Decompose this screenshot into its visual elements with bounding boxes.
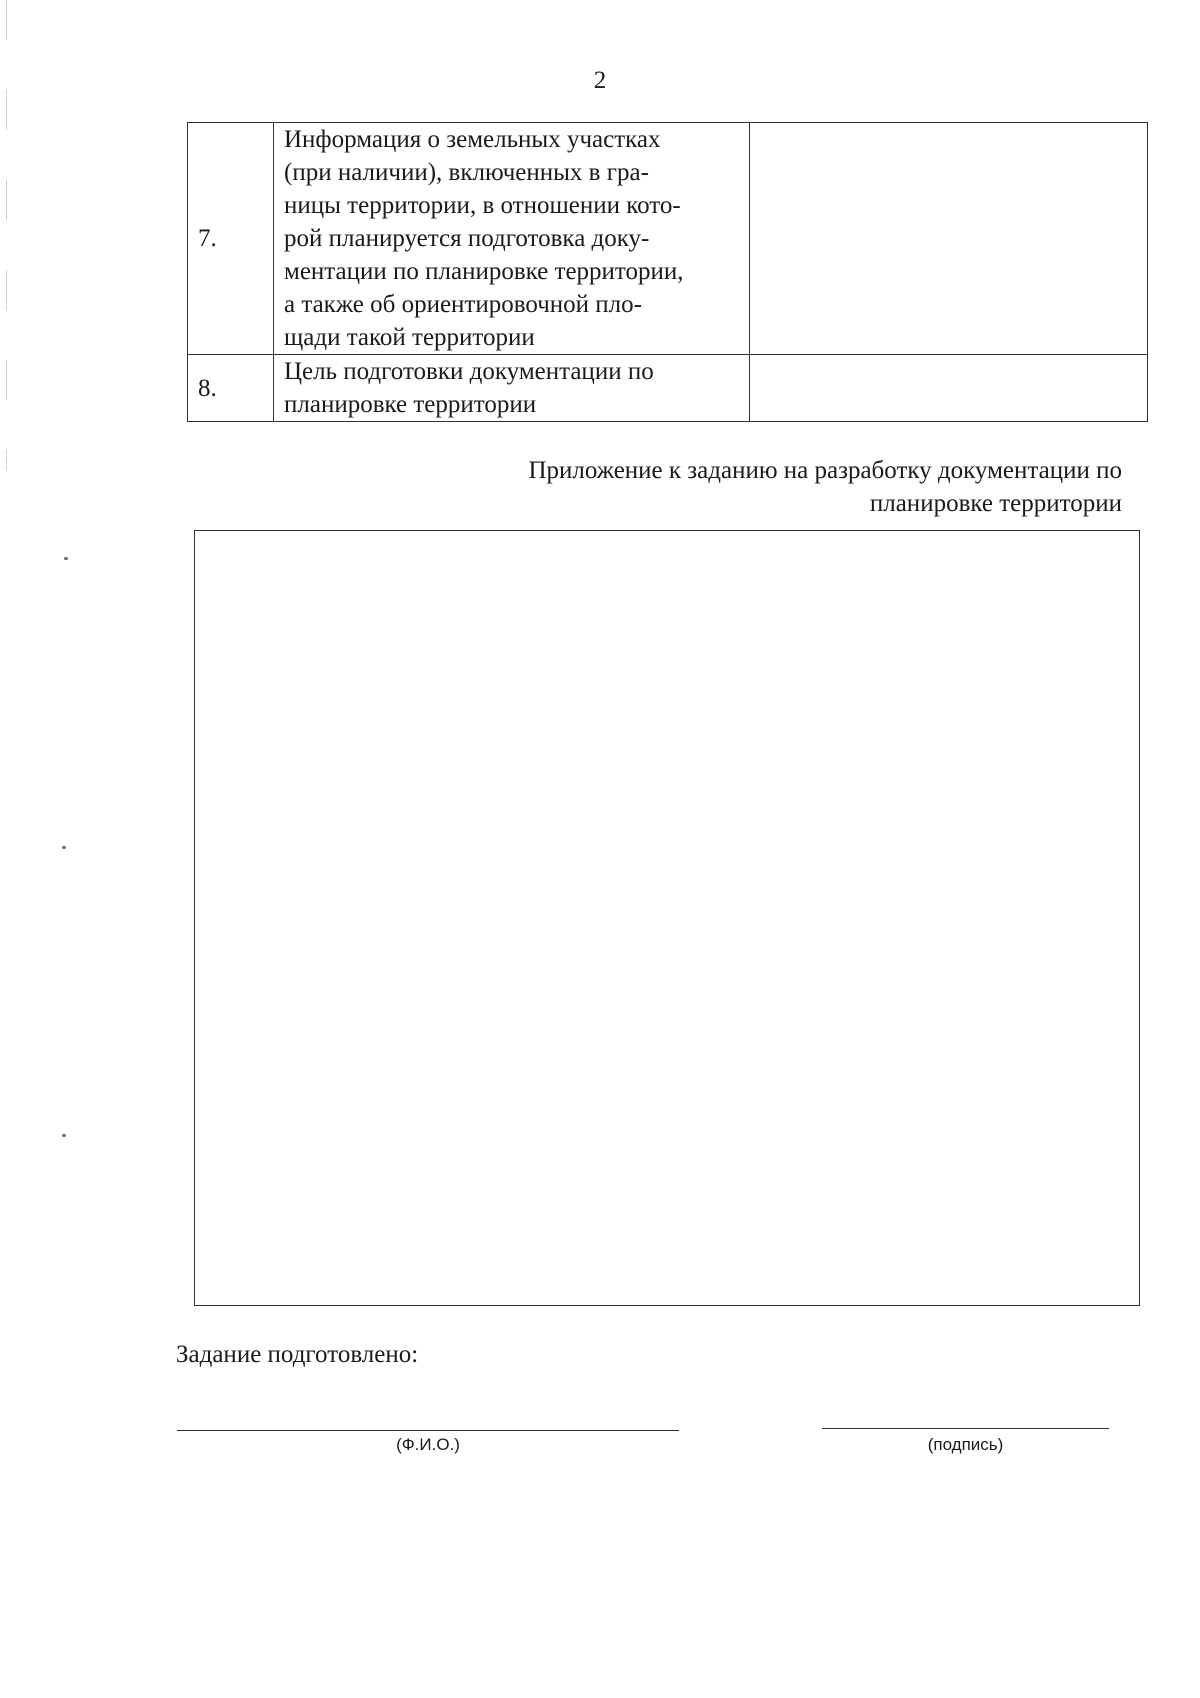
row-description: [274, 355, 750, 422]
row-description-line: щади такой территории: [284, 324, 535, 351]
row-description-line: а также об ориентировочной пло-: [284, 291, 642, 318]
row-description-line: ментации по планировке территории,: [284, 258, 684, 285]
row-value-cell: [750, 355, 1148, 422]
appendix-caption: [342, 454, 1122, 520]
prepared-by-label: Задание подготовлено:: [176, 1341, 419, 1368]
row-description-line: планировке территории: [284, 391, 537, 418]
row-description-line: ницы территории, в отношении кото-: [284, 192, 681, 219]
row-description-line: Информация о земельных участках: [284, 126, 661, 153]
appendix-caption-line: планировке территории: [869, 490, 1122, 517]
table-row: [188, 123, 1148, 355]
page-number: 2: [593, 67, 607, 94]
scan-mark: [62, 1134, 66, 1137]
row-description-line: (при наличии), включенных в гра-: [284, 159, 649, 186]
row-description-line: Цель подготовки документации по: [284, 358, 654, 385]
row-description: [274, 123, 750, 355]
requirements-table: [187, 122, 1148, 422]
scan-mark: [62, 846, 66, 849]
appendix-caption-line: Приложение к заданию на разработку документации по: [528, 457, 1122, 484]
signature-line: [822, 1428, 1109, 1429]
signature-caption: (подпись): [927, 1435, 1004, 1454]
appendix-map-frame: [194, 530, 1140, 1306]
row-value-cell: [750, 123, 1148, 355]
scan-mark: [64, 557, 68, 560]
row-number: 8.: [188, 355, 274, 422]
fio-caption: (Ф.И.О.): [396, 1435, 460, 1454]
table-row: [188, 355, 1148, 422]
fio-signature-line: [177, 1430, 679, 1431]
row-number: 7.: [188, 123, 274, 355]
row-description-line: рой планируется подготовка доку-: [284, 225, 650, 252]
